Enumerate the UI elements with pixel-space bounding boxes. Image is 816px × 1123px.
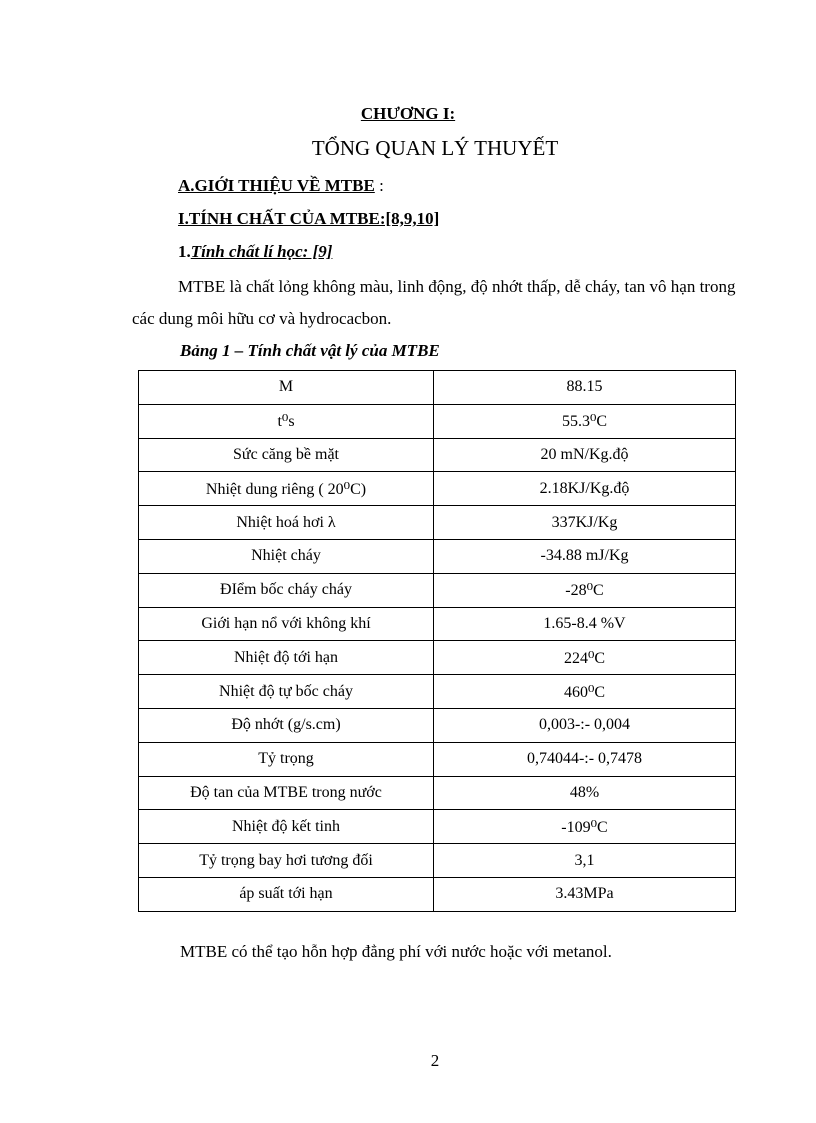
property-name-cell: Nhiệt độ tới hạn xyxy=(139,641,434,675)
property-value-cell: 3.43MPa xyxy=(434,877,736,911)
table-row xyxy=(139,371,736,405)
property-name-cell: Nhiệt cháy xyxy=(139,539,434,573)
table-row xyxy=(139,675,736,709)
property-value-cell: 1.65-8.4 %V xyxy=(434,607,736,641)
table-row xyxy=(139,844,736,878)
table-row xyxy=(139,810,736,844)
property-name-cell: Nhiệt độ kết tinh xyxy=(139,810,434,844)
property-value-cell: 55.3⁰C xyxy=(434,404,736,438)
table-caption: Bảng 1 – Tính chất vật lý của MTBE xyxy=(180,341,440,360)
table-row xyxy=(139,641,736,675)
section-a-colon: : xyxy=(374,176,384,195)
table-row xyxy=(139,506,736,540)
property-value-cell: -34.88 mJ/Kg xyxy=(434,539,736,573)
property-value-cell: -109⁰C xyxy=(434,810,736,844)
table-row xyxy=(139,607,736,641)
table-row xyxy=(139,708,736,742)
property-value-cell: 460⁰C xyxy=(434,675,736,709)
property-name-cell: Tỷ trọng bay hơi tương đối xyxy=(139,844,434,878)
table-row xyxy=(139,573,736,607)
section-1-heading xyxy=(178,242,332,262)
chapter-title: TỔNG QUAN LÝ THUYẾT xyxy=(311,136,559,160)
property-value-cell: 48% xyxy=(434,776,736,810)
property-name-cell: Độ nhớt (g/s.cm) xyxy=(139,708,434,742)
table-row xyxy=(139,539,736,573)
property-name-cell: M xyxy=(139,371,434,405)
intro-paragraph: MTBE là chất lỏng không màu, linh động, độ nhớt thấp, dễ cháy, tan vô hạn trong các dung môi hữu cơ và hydrocacbon. xyxy=(132,277,736,328)
properties-table-body xyxy=(139,371,736,912)
section-1-label: Tính chất lí học: [9] xyxy=(190,242,333,261)
table-row xyxy=(139,877,736,911)
section-i-label: I.TÍNH CHẤT CỦA MTBE:[8,9,10] xyxy=(178,209,440,228)
property-value-cell: 0,003-:- 0,004 xyxy=(434,708,736,742)
property-value-cell: 337KJ/Kg xyxy=(434,506,736,540)
table-row xyxy=(139,776,736,810)
property-value-cell: -28⁰C xyxy=(434,573,736,607)
property-name-cell: Nhiệt dung riêng ( 20⁰C) xyxy=(139,472,434,506)
section-1-number: 1. xyxy=(178,242,191,261)
property-name-cell: t⁰s xyxy=(139,404,434,438)
table-row xyxy=(139,438,736,472)
property-value-cell: 0,74044-:- 0,7478 xyxy=(434,742,736,776)
property-name-cell: ĐIểm bốc cháy cháy xyxy=(139,573,434,607)
property-value-cell: 20 mN/Kg.độ xyxy=(434,438,736,472)
section-a-label: A.GIỚI THIỆU VỀ MTBE xyxy=(178,176,375,195)
properties-table xyxy=(138,370,736,912)
chapter-label: CHƯƠNG I: xyxy=(360,104,456,123)
property-name-cell: Giới hạn nổ với không khí xyxy=(139,607,434,641)
table-row xyxy=(139,404,736,438)
table-row xyxy=(139,472,736,506)
table-row xyxy=(139,742,736,776)
closing-paragraph: MTBE có thể tạo hỗn hợp đẳng phí với nước hoặc với metanol. xyxy=(180,942,612,961)
property-value-cell: 3,1 xyxy=(434,844,736,878)
property-name-cell: Nhiệt độ tự bốc cháy xyxy=(139,675,434,709)
property-value-cell: 2.18KJ/Kg.độ xyxy=(434,472,736,506)
property-name-cell: Tỷ trọng xyxy=(139,742,434,776)
property-name-cell: Nhiệt hoá hơi λ xyxy=(139,506,434,540)
section-i-heading xyxy=(178,209,439,229)
property-name-cell: Sức căng bề mặt xyxy=(139,438,434,472)
property-value-cell: 88.15 xyxy=(434,371,736,405)
property-value-cell: 224⁰C xyxy=(434,641,736,675)
section-a-heading xyxy=(178,176,384,196)
property-name-cell: áp suất tới hạn xyxy=(139,877,434,911)
property-name-cell: Độ tan của MTBE trong nước xyxy=(139,776,434,810)
page-number: 2 xyxy=(430,1051,440,1070)
